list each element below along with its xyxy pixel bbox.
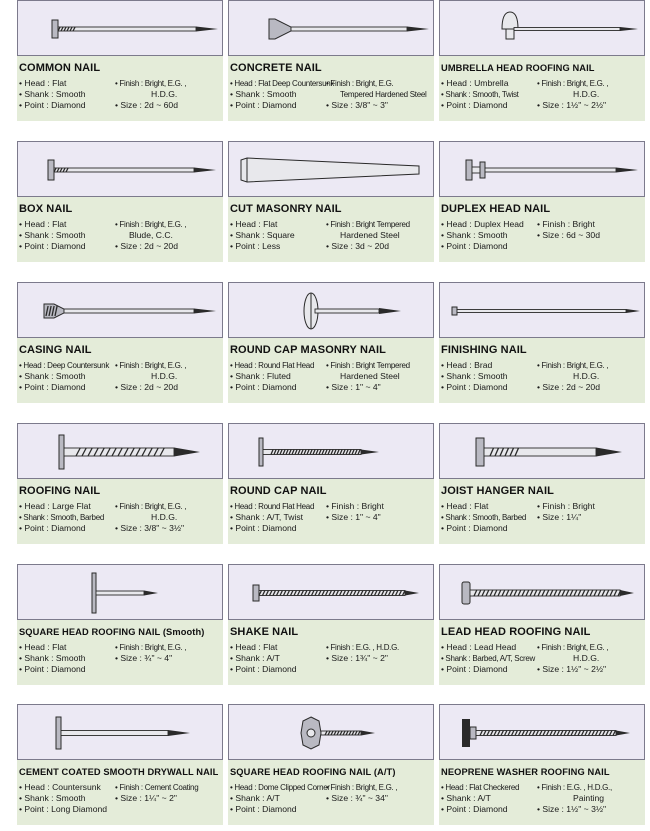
spec-row (19, 804, 223, 815)
nail-specs (441, 360, 645, 393)
spec-left: • Shank : Smooth, Barbed (19, 513, 104, 522)
nail-title: SHAKE NAIL (230, 626, 299, 638)
spec-left: • Head : Countersunk (19, 782, 101, 792)
spec-row (441, 360, 645, 371)
nail-illustration (439, 0, 645, 56)
spec-right: • Finish : Bright (537, 219, 595, 229)
nail-specs (19, 219, 223, 252)
spec-row (230, 804, 434, 815)
spec-row (441, 512, 645, 523)
spec-row (19, 78, 223, 89)
spec-row (230, 512, 434, 523)
nail-title: FINISHING NAIL (441, 344, 527, 356)
spec-right: • Finish : Bright, E.G. , (115, 502, 187, 511)
spec-right: • Finish : Bright Tempered (326, 220, 410, 229)
spec-right: H.D.G. (573, 371, 600, 381)
spec-left: • Point : Diamond (230, 664, 297, 674)
spec-right: • Finish : Bright (326, 501, 384, 511)
spec-right: • Size : 3/8" ~ 3" (326, 100, 388, 110)
spec-left: • Shank : Smooth, Twist (441, 90, 519, 99)
spec-right: • Size : 3/8" ~ 3½" (115, 523, 185, 533)
spec-right: • Finish : E.G. , H.D.G. (326, 643, 399, 652)
spec-left: • Point : Diamond (230, 100, 297, 110)
spec-right: • Size : 6d ~ 30d (537, 230, 600, 240)
spec-row (19, 501, 223, 512)
spec-right: • Finish : Bright (537, 501, 595, 511)
nail-title: BOX NAIL (19, 203, 73, 215)
nail-illustration (228, 564, 434, 620)
spec-left: • Point : Diamond (441, 382, 508, 392)
nail-spec-panel (228, 197, 434, 262)
spec-left: • Point : Less (230, 241, 281, 251)
spec-left: • Head : Flat Deep Countersunk (230, 79, 335, 88)
spec-left: • Point : Diamond (441, 804, 508, 814)
spec-row (441, 664, 645, 675)
spec-row (19, 512, 223, 523)
spec-row (19, 664, 223, 675)
spec-right: • Finish : Bright, E.G. , (537, 643, 609, 652)
nail-illustration (228, 282, 434, 338)
nail-title: ROUND CAP NAIL (230, 485, 327, 497)
spec-left: • Point : Diamond (441, 664, 508, 674)
nail-specs (441, 782, 645, 815)
nail-spec-panel (228, 479, 434, 544)
nail-illustration (17, 141, 223, 197)
spec-row (230, 501, 434, 512)
spec-row (441, 219, 645, 230)
spec-right: • Size : ¾" ~ 4" (115, 653, 173, 663)
nail-illustration (439, 423, 645, 479)
spec-right: Hardened Steel (340, 371, 400, 381)
nail-title: SQUARE HEAD ROOFING NAIL (Smooth) (19, 627, 205, 637)
nail-illustration (17, 423, 223, 479)
spec-left: • Head : Large Flat (19, 501, 91, 511)
spec-right: Hardened Steel (340, 230, 400, 240)
spec-right: • Finish : Bright, E.G. , (537, 79, 609, 88)
spec-left: • Point : Diamond (441, 241, 508, 251)
spec-left: • Shank : Smooth (19, 371, 86, 381)
nail-spec-panel (439, 197, 645, 262)
nail-title: CUT MASONRY NAIL (230, 203, 342, 215)
spec-row (19, 642, 223, 653)
nail-spec-panel (17, 479, 223, 544)
spec-row (230, 100, 434, 111)
spec-row (441, 382, 645, 393)
spec-left: • Shank : Fluted (230, 371, 291, 381)
spec-row (230, 360, 434, 371)
nail-illustration (439, 141, 645, 197)
nail-illustration (228, 423, 434, 479)
spec-row (441, 793, 645, 804)
nail-spec-panel (17, 56, 223, 121)
nail-illustration (439, 564, 645, 620)
nail-specs (230, 360, 434, 393)
spec-row (441, 78, 645, 89)
spec-left: • Shank : Barbed, A/T, Screw (441, 654, 536, 663)
nail-title: CEMENT COATED SMOOTH DRYWALL NAIL (19, 767, 219, 777)
nail-title: UMBRELLA HEAD ROOFING NAIL (441, 63, 595, 73)
spec-row (230, 89, 434, 100)
spec-left: • Shank : Smooth, Barbed (441, 513, 526, 522)
spec-row (230, 523, 434, 534)
nail-spec-panel (17, 620, 223, 685)
spec-left: • Head : Round Flat Head (230, 502, 315, 511)
nail-specs (19, 782, 223, 815)
nail-illustration (17, 564, 223, 620)
spec-right: Painting (573, 793, 605, 803)
nail-specs (441, 219, 645, 252)
nail-specs (230, 219, 434, 252)
spec-left: • Shank : Smooth (19, 653, 86, 663)
nail-spec-panel (228, 620, 434, 685)
spec-row (441, 782, 645, 793)
spec-row (230, 382, 434, 393)
spec-right: • Finish : Bright, E.G. (326, 79, 394, 88)
spec-right: • Size : 1½" ~ 3½" (537, 804, 607, 814)
nail-specs (230, 782, 434, 815)
nail-illustration (439, 704, 645, 760)
spec-right: Blude, C.C. (129, 230, 173, 240)
spec-left: • Shank : Smooth (19, 793, 86, 803)
spec-left: • Point : Diamond (19, 523, 86, 533)
spec-row (230, 219, 434, 230)
spec-right: • Finish : Bright, E.G. , (537, 361, 609, 370)
spec-row (19, 89, 223, 100)
spec-row (230, 78, 434, 89)
nail-spec-panel (439, 620, 645, 685)
spec-left: • Head : Flat (19, 219, 67, 229)
nail-specs (441, 501, 645, 534)
nail-specs (19, 642, 223, 675)
nail-spec-panel (228, 56, 434, 121)
nail-spec-panel (17, 760, 223, 825)
spec-row (230, 793, 434, 804)
spec-row (19, 241, 223, 252)
spec-right: Tempered Hardened Steel (340, 90, 427, 99)
spec-right: • Size : 2d ~ 20d (115, 382, 178, 392)
nail-specs (230, 78, 434, 111)
nail-illustration (439, 282, 645, 338)
spec-left: • Shank : A/T (441, 793, 491, 803)
nail-title: CONCRETE NAIL (230, 62, 322, 74)
spec-left: • Shank : A/T (230, 793, 280, 803)
spec-right: • Size : 1½" ~ 2½" (537, 664, 607, 674)
spec-left: • Head : Umbrella (441, 78, 509, 88)
nail-title: NEOPRENE WASHER ROOFING NAIL (441, 767, 610, 777)
spec-left: • Point : Diamond (230, 382, 297, 392)
nail-spec-panel (439, 338, 645, 403)
spec-right: • Finish : Bright, E.G. , (115, 643, 187, 652)
nail-title: CASING NAIL (19, 344, 92, 356)
spec-left: • Head : Brad (441, 360, 493, 370)
spec-left: • Shank : Smooth (19, 89, 86, 99)
spec-left: • Shank : A/T, Twist (230, 512, 304, 522)
spec-right: H.D.G. (151, 371, 178, 381)
spec-right: H.D.G. (151, 512, 178, 522)
spec-left: • Shank : Smooth (441, 230, 508, 240)
nail-illustration (228, 141, 434, 197)
nail-specs (19, 78, 223, 111)
nail-specs (19, 360, 223, 393)
nail-illustration (17, 704, 223, 760)
spec-right: • Size : ¾" ~ 34" (326, 793, 388, 803)
nail-illustration (228, 0, 434, 56)
spec-left: • Head : Flat (19, 642, 67, 652)
spec-row (230, 371, 434, 382)
spec-left: • Shank : Smooth (19, 230, 86, 240)
nail-title: LEAD HEAD ROOFING NAIL (441, 626, 591, 638)
nail-spec-panel (439, 479, 645, 544)
nail-spec-panel (228, 760, 434, 825)
nail-illustration (17, 0, 223, 56)
nail-spec-panel (17, 338, 223, 403)
spec-right: • Size : 3d ~ 20d (326, 241, 389, 251)
spec-right: • Size : 2d ~ 20d (115, 241, 178, 251)
spec-row (230, 642, 434, 653)
nail-specs (230, 642, 434, 675)
nail-specs (441, 78, 645, 111)
nail-specs (441, 642, 645, 675)
spec-row (441, 100, 645, 111)
spec-row (19, 360, 223, 371)
spec-row (19, 523, 223, 534)
spec-right: • Size : 1" ~ 4" (326, 512, 381, 522)
spec-row (19, 653, 223, 664)
spec-row (230, 664, 434, 675)
spec-row (441, 804, 645, 815)
spec-left: • Point : Diamond (441, 100, 508, 110)
spec-row (19, 793, 223, 804)
spec-right: • Finish : Cement Coating (115, 783, 199, 792)
spec-left: • Head : Duplex Head (441, 219, 524, 229)
spec-left: • Head : Round Flat Head (230, 361, 315, 370)
spec-right: H.D.G. (151, 89, 178, 99)
spec-left: • Point : Diamond (19, 664, 86, 674)
nail-specs (19, 501, 223, 534)
nail-title: COMMON NAIL (19, 62, 101, 74)
spec-right: H.D.G. (573, 653, 600, 663)
spec-right: • Finish : Bright, E.G. , (115, 79, 187, 88)
spec-right: • Finish : Bright, E.G. , (115, 361, 187, 370)
spec-row (441, 371, 645, 382)
spec-row (19, 100, 223, 111)
spec-row (19, 782, 223, 793)
spec-right: • Finish : Bright Tempered (326, 361, 410, 370)
spec-row (19, 371, 223, 382)
spec-right: • Size : 1¼" ~ 2" (115, 793, 177, 803)
spec-row (441, 230, 645, 241)
spec-left: • Head : Deep Countersunk (19, 361, 110, 370)
spec-row (230, 653, 434, 664)
nail-illustration (228, 704, 434, 760)
nail-title: DUPLEX HEAD NAIL (441, 203, 551, 215)
spec-right: • Size : 1¾" ~ 2" (326, 653, 388, 663)
spec-left: • Shank : A/T (230, 653, 280, 663)
spec-row (441, 642, 645, 653)
spec-left: • Shank : Smooth (441, 371, 508, 381)
spec-right: • Finish : E.G. , H.D.G., (537, 783, 612, 792)
spec-left: • Head : Flat (441, 501, 489, 511)
spec-right: • Size : 2d ~ 20d (537, 382, 600, 392)
spec-row (19, 382, 223, 393)
spec-right: • Finish : Bright, E.G. , (115, 220, 187, 229)
nail-title: ROUND CAP MASONRY NAIL (230, 344, 387, 356)
spec-row (441, 241, 645, 252)
spec-row (19, 230, 223, 241)
spec-right: • Finish : Bright, E.G. , (326, 783, 398, 792)
spec-right: • Size : 2d ~ 60d (115, 100, 178, 110)
spec-row (230, 241, 434, 252)
spec-row (441, 89, 645, 100)
nail-title: ROOFING NAIL (19, 485, 101, 497)
spec-left: • Point : Diamond (19, 241, 86, 251)
spec-left: • Head : Dome Clipped Corner (230, 783, 330, 792)
nail-title: JOIST HANGER NAIL (441, 485, 554, 497)
spec-right: H.D.G. (573, 89, 600, 99)
spec-left: • Point : Diamond (441, 523, 508, 533)
spec-right: • Size : 1½" ~ 2½" (537, 100, 607, 110)
nail-illustration (17, 282, 223, 338)
spec-left: • Head : Flat Checkered (441, 783, 520, 792)
spec-left: • Point : Diamond (230, 523, 297, 533)
spec-left: • Shank : Square (230, 230, 295, 240)
spec-left: • Head : Lead Head (441, 642, 517, 652)
nail-title: SQUARE HEAD ROOFING NAIL (A/T) (230, 767, 396, 777)
spec-left: • Point : Diamond (230, 804, 297, 814)
nail-spec-panel (17, 197, 223, 262)
spec-row (230, 782, 434, 793)
nail-specs (230, 501, 434, 534)
spec-row (19, 219, 223, 230)
spec-right: • Size : 1" ~ 4" (326, 382, 381, 392)
spec-row (230, 230, 434, 241)
spec-left: • Point : Diamond (19, 100, 86, 110)
spec-left: • Point : Diamond (19, 382, 86, 392)
nail-spec-panel (439, 760, 645, 825)
spec-left: • Head : Flat (19, 78, 67, 88)
spec-left: • Shank : Smooth (230, 89, 297, 99)
spec-row (441, 653, 645, 664)
spec-left: • Head : Flat (230, 642, 278, 652)
spec-row (441, 523, 645, 534)
spec-left: • Point : Long Diamond (19, 804, 108, 814)
nail-spec-panel (228, 338, 434, 403)
nail-spec-panel (439, 56, 645, 121)
spec-left: • Head : Flat (230, 219, 278, 229)
spec-right: • Size : 1¼" (537, 512, 582, 522)
spec-row (441, 501, 645, 512)
